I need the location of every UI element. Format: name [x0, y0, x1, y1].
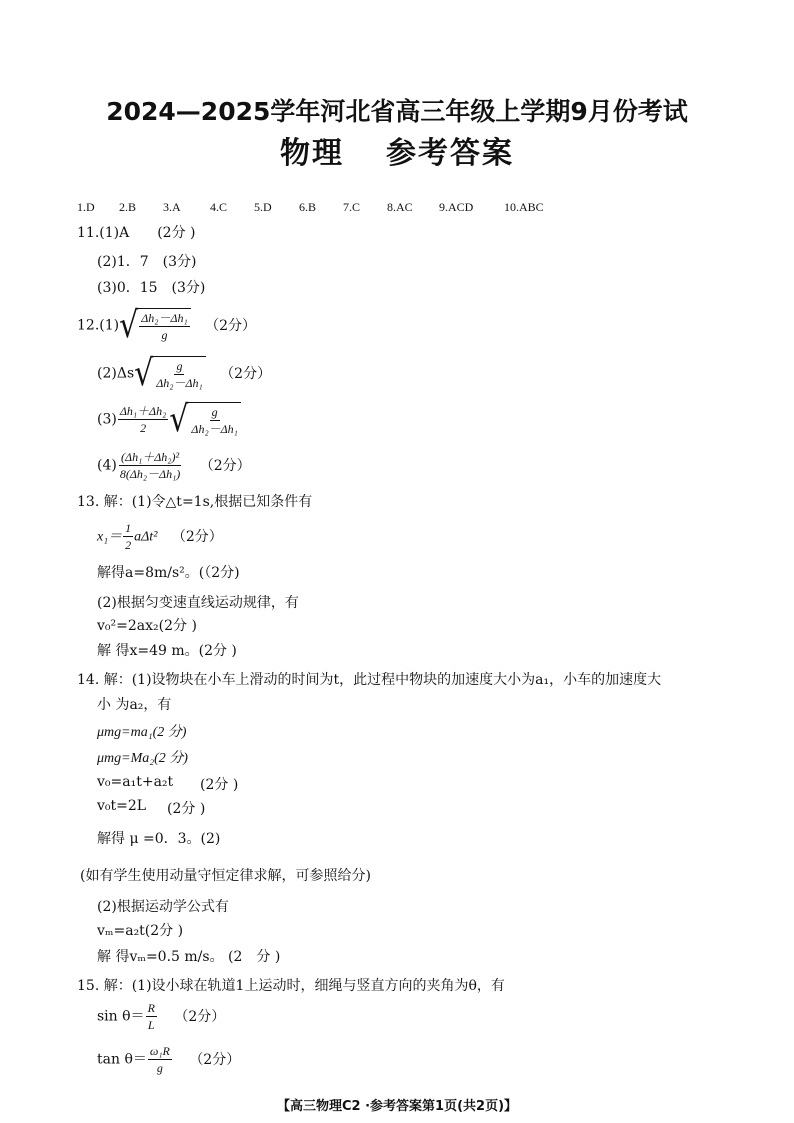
- q12-part2: (2)Δs √ $\frac{g}{\text{Δh₂－Δh₁}}$ （2分）: [97, 351, 272, 394]
- equation-lhs: tan θ＝: [97, 1051, 147, 1068]
- mc-answer: 3.A: [163, 200, 181, 214]
- q14-line: (2)根据运动学公式有: [97, 899, 229, 915]
- q14-note: (如有学生使用动量守恒定律求解，可参照给分): [80, 868, 371, 884]
- mc-answer: 10.ABC: [504, 200, 544, 214]
- q12-label: (3): [97, 411, 117, 428]
- mc-answer: 2.B: [119, 200, 137, 214]
- mc-answer: 1.D: [77, 200, 95, 214]
- fraction-numerator: g: [211, 405, 218, 419]
- q15-sin-equation: [97, 1000, 225, 1033]
- fraction-denominator: L: [147, 1018, 155, 1032]
- q13-line: 解得a=8m/s²。(（2分): [97, 565, 240, 581]
- q12-label: (2)Δs: [97, 365, 135, 382]
- q15-tan-equation: [97, 1043, 240, 1076]
- fraction-denominator: Δh₂－Δh₁: [191, 422, 238, 436]
- q11-line: (2)1．7 (3分): [97, 254, 197, 270]
- score: （2分）: [174, 1008, 226, 1025]
- q14-equation: μmg=ma₁(2 分): [97, 725, 187, 740]
- mc-answer: 6.B: [299, 200, 317, 214]
- subject-label: 物理: [280, 136, 344, 171]
- fraction-denominator: 8(Δh₂－Δh₁): [119, 467, 181, 481]
- q14-line: 解得 μ =0．3。(2): [97, 831, 221, 847]
- mc-answer: 8.AC: [387, 200, 413, 214]
- q12-part4: [97, 449, 251, 482]
- q14-equation: v₀t=2L: [97, 798, 147, 814]
- equation-lhs: sin θ＝: [97, 1008, 145, 1025]
- equation-lhs: x₁＝: [97, 529, 123, 545]
- q12-label: 12.(1): [77, 317, 120, 334]
- fraction-numerator: 1: [125, 521, 132, 535]
- q13-line: (2)根据匀变速直线运动规律，有: [97, 595, 299, 611]
- mc-answer: 7.C: [343, 200, 361, 214]
- q14-line: vₘ=a₂t(2分 ): [97, 923, 184, 939]
- q11-line: (3)0．15 (3分): [97, 280, 206, 296]
- fraction-numerator: ω₁R: [149, 1044, 170, 1058]
- exam-subtitle: [0, 128, 794, 172]
- fraction-numerator: (Δh₁＋Δh₂)²: [121, 450, 180, 464]
- equation-rhs: aΔt²: [134, 529, 158, 545]
- fraction-denominator: g: [156, 1061, 163, 1075]
- fraction-numerator: R: [147, 1001, 155, 1015]
- mc-answer: 9.ACD: [439, 200, 474, 214]
- mc-answer: 4.C: [210, 200, 228, 214]
- fraction-denominator: 2: [125, 538, 132, 552]
- q12-part3: (3) $\frac{\text{Δh₁＋Δh₂}}{2}$ √ $\frac{g}{\text{Δh₂－Δh₁}}$: [97, 402, 241, 437]
- q13-equation: [97, 520, 223, 553]
- q14-equation: v₀=a₁t+a₂t: [97, 774, 174, 790]
- score: （2分）: [220, 365, 272, 382]
- q12-part1: 12.(1) √ $\frac{\text{Δh₂－Δh₁}}{g}$ （2分）: [77, 303, 257, 346]
- fraction-denominator: 2: [140, 421, 147, 435]
- score: （2分）: [199, 457, 251, 474]
- score: (2分 ): [200, 777, 239, 793]
- q14-line: 14. 解：(1)设物块在小车上滑动的时间为t，此过程中物块的加速度大小为a₁，小车的加速度大: [77, 672, 662, 688]
- score: （2分）: [189, 1051, 241, 1068]
- fraction-numerator: Δh₂－Δh₁: [141, 311, 188, 325]
- q14-equation: μmg=Ma₂(2 分): [97, 751, 188, 766]
- q12-label: (4): [97, 457, 117, 474]
- fraction-denominator: Δh₂－Δh₁: [156, 376, 203, 390]
- score: （2分）: [205, 317, 257, 334]
- page-footer: 【高三物理C2 ·参考答案第1页(共2页)】: [276, 1099, 518, 1114]
- answer-key-label: 参考答案: [386, 136, 514, 171]
- score: （2分）: [171, 528, 223, 545]
- q13-line: v₀²=2ax₂(2分 ): [97, 618, 197, 634]
- exam-title: 2024—2025学年河北省高三年级上学期9月份考试: [106, 97, 688, 126]
- q13-line: 解 得x=49 m。(2分 ): [97, 643, 237, 659]
- q14-line: 小 为a₂，有: [97, 697, 172, 713]
- mc-answer: 5.D: [254, 200, 272, 214]
- fraction-denominator: g: [161, 328, 168, 342]
- fraction-numerator: g: [176, 359, 183, 373]
- q13-line: 13. 解：(1)令△t=1s,根据已知条件有: [77, 494, 313, 510]
- q15-line: 15. 解：(1)设小球在轨道1上运动时，细绳与竖直方向的夹角为θ，有: [77, 978, 505, 994]
- q11-line: 11.(1)A (2分 ): [77, 225, 196, 241]
- q14-line: 解 得vₘ=0.5 m/s。 (2 分 ): [97, 949, 281, 965]
- fraction-numerator: Δh₁＋Δh₂: [119, 404, 167, 418]
- score: (2分 ): [167, 801, 206, 817]
